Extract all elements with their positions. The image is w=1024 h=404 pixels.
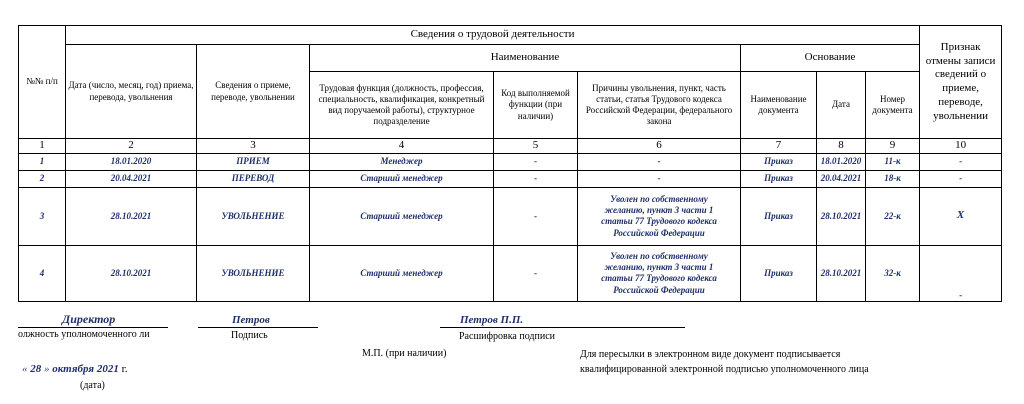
signature-label: Подпись — [231, 330, 268, 341]
table-row — [19, 170, 1002, 187]
col-number: 6 — [578, 139, 741, 154]
row-doc: Приказ — [741, 153, 817, 170]
row-event: ПЕРЕВОД — [197, 170, 310, 187]
row-num: 4 — [19, 245, 66, 301]
row-func: Старший менеджер — [310, 187, 494, 245]
date-month: октября — [52, 363, 95, 375]
header-reasons: Причины увольнения, пункт, часть статьи, статья Трудового кодекса Российской Федерации, федерального закона — [578, 72, 741, 139]
header-doc-num: Номер документа — [866, 72, 920, 139]
row-date: 20.04.2021 — [66, 170, 197, 187]
column-numbers-row — [19, 139, 1002, 154]
row-date: 18.01.2020 — [66, 153, 197, 170]
decode-label: Расшифровка подписи — [459, 331, 555, 342]
date-open-quote: « — [22, 363, 28, 375]
date-label: (дата) — [80, 380, 105, 391]
row-num: 1 — [19, 153, 66, 170]
decode-line — [440, 327, 685, 328]
row-doc-date: 18.01.2020 — [817, 153, 866, 170]
row-reason: Уволен по собственному желанию, пункт 3 части 1 статьи 77 Трудового кодекса Российской Федерации — [578, 245, 741, 301]
row-code: - — [494, 245, 578, 301]
row-doc-date: 20.04.2021 — [817, 170, 866, 187]
header-date: Дата (число, месяц, год) приема, перевода, увольнения — [66, 45, 197, 139]
table-row — [19, 187, 1002, 245]
row-doc: Приказ — [741, 187, 817, 245]
row-func: Старший менеджер — [310, 245, 494, 301]
signature-line — [198, 327, 318, 328]
row-cancel: - — [920, 245, 1002, 301]
col-number: 10 — [920, 139, 1002, 154]
row-num: 2 — [19, 170, 66, 187]
row-code: - — [494, 153, 578, 170]
header-doc-date: Дата — [817, 72, 866, 139]
position-line — [18, 327, 168, 328]
col-number: 9 — [866, 139, 920, 154]
header-name-group: Наименование — [310, 45, 741, 72]
row-code: - — [494, 187, 578, 245]
row-date: 28.10.2021 — [66, 187, 197, 245]
row-code: - — [494, 170, 578, 187]
table-row — [19, 245, 1002, 301]
header-doc-name: Наименование документа — [741, 72, 817, 139]
position-label: олжность уполномоченного ли — [18, 329, 150, 340]
row-reason: - — [578, 153, 741, 170]
row-cancel: Х — [920, 187, 1002, 245]
position-value: Директор — [62, 312, 116, 326]
row-doc-date: 28.10.2021 — [817, 187, 866, 245]
row-event: ПРИЕМ — [197, 153, 310, 170]
row-doc: Приказ — [741, 245, 817, 301]
table-row — [19, 153, 1002, 170]
signature-value: Петров — [232, 314, 270, 326]
row-func: Менеджер — [310, 153, 494, 170]
row-doc-num: 32-к — [866, 245, 920, 301]
header-cancel: Признак отмены записи сведений о приеме, переводе, увольнении — [920, 26, 1002, 139]
col-number: 1 — [19, 139, 66, 154]
row-event: УВОЛЬНЕНИЕ — [197, 245, 310, 301]
col-number: 4 — [310, 139, 494, 154]
row-reason: Уволен по собственному желанию, пункт 3 части 1 статьи 77 Трудового кодекса Российской Федерации — [578, 187, 741, 245]
row-date: 28.10.2021 — [66, 245, 197, 301]
header-info: Сведения о приеме, переводе, увольнении — [197, 45, 310, 139]
row-doc: Приказ — [741, 170, 817, 187]
row-doc-num: 11-к — [866, 153, 920, 170]
stamp-label: М.П. (при наличии) — [362, 348, 447, 359]
row-doc-num: 18-к — [866, 170, 920, 187]
row-doc-num: 22-к — [866, 187, 920, 245]
row-reason: - — [578, 170, 741, 187]
date-suffix: г. — [121, 363, 128, 375]
electronic-note-2: квалифицированной электронной подписью уполномоченного лица — [580, 364, 869, 375]
col-number: 5 — [494, 139, 578, 154]
date-line — [22, 363, 128, 375]
row-num: 3 — [19, 187, 66, 245]
row-cancel: - — [920, 153, 1002, 170]
header-code: Код выполняемой функции (при наличии) — [494, 72, 578, 139]
row-doc-date: 28.10.2021 — [817, 245, 866, 301]
header-work: Сведения о трудовой деятельности — [66, 26, 920, 45]
date-year: 2021 — [96, 363, 119, 375]
row-func: Старший менеджер — [310, 170, 494, 187]
date-close-quote: » — [44, 363, 50, 375]
col-number: 3 — [197, 139, 310, 154]
decode-value: Петров П.П. — [460, 314, 524, 326]
electronic-note-1: Для пересылки в электронном виде документ подписывается — [580, 349, 841, 360]
header-func: Трудовая функция (должность, профессия, специальность, квалификация, конкретный вид поручаемой работы), структурное подразделение — [310, 72, 494, 139]
col-number: 8 — [817, 139, 866, 154]
date-day: 28 — [30, 363, 42, 375]
header-num: №№ п/п — [19, 26, 66, 139]
header-basis-group: Основание — [741, 45, 920, 72]
col-number: 7 — [741, 139, 817, 154]
row-cancel: - — [920, 170, 1002, 187]
row-event: УВОЛЬНЕНИЕ — [197, 187, 310, 245]
col-number: 2 — [66, 139, 197, 154]
labor-activity-table — [18, 25, 1002, 302]
